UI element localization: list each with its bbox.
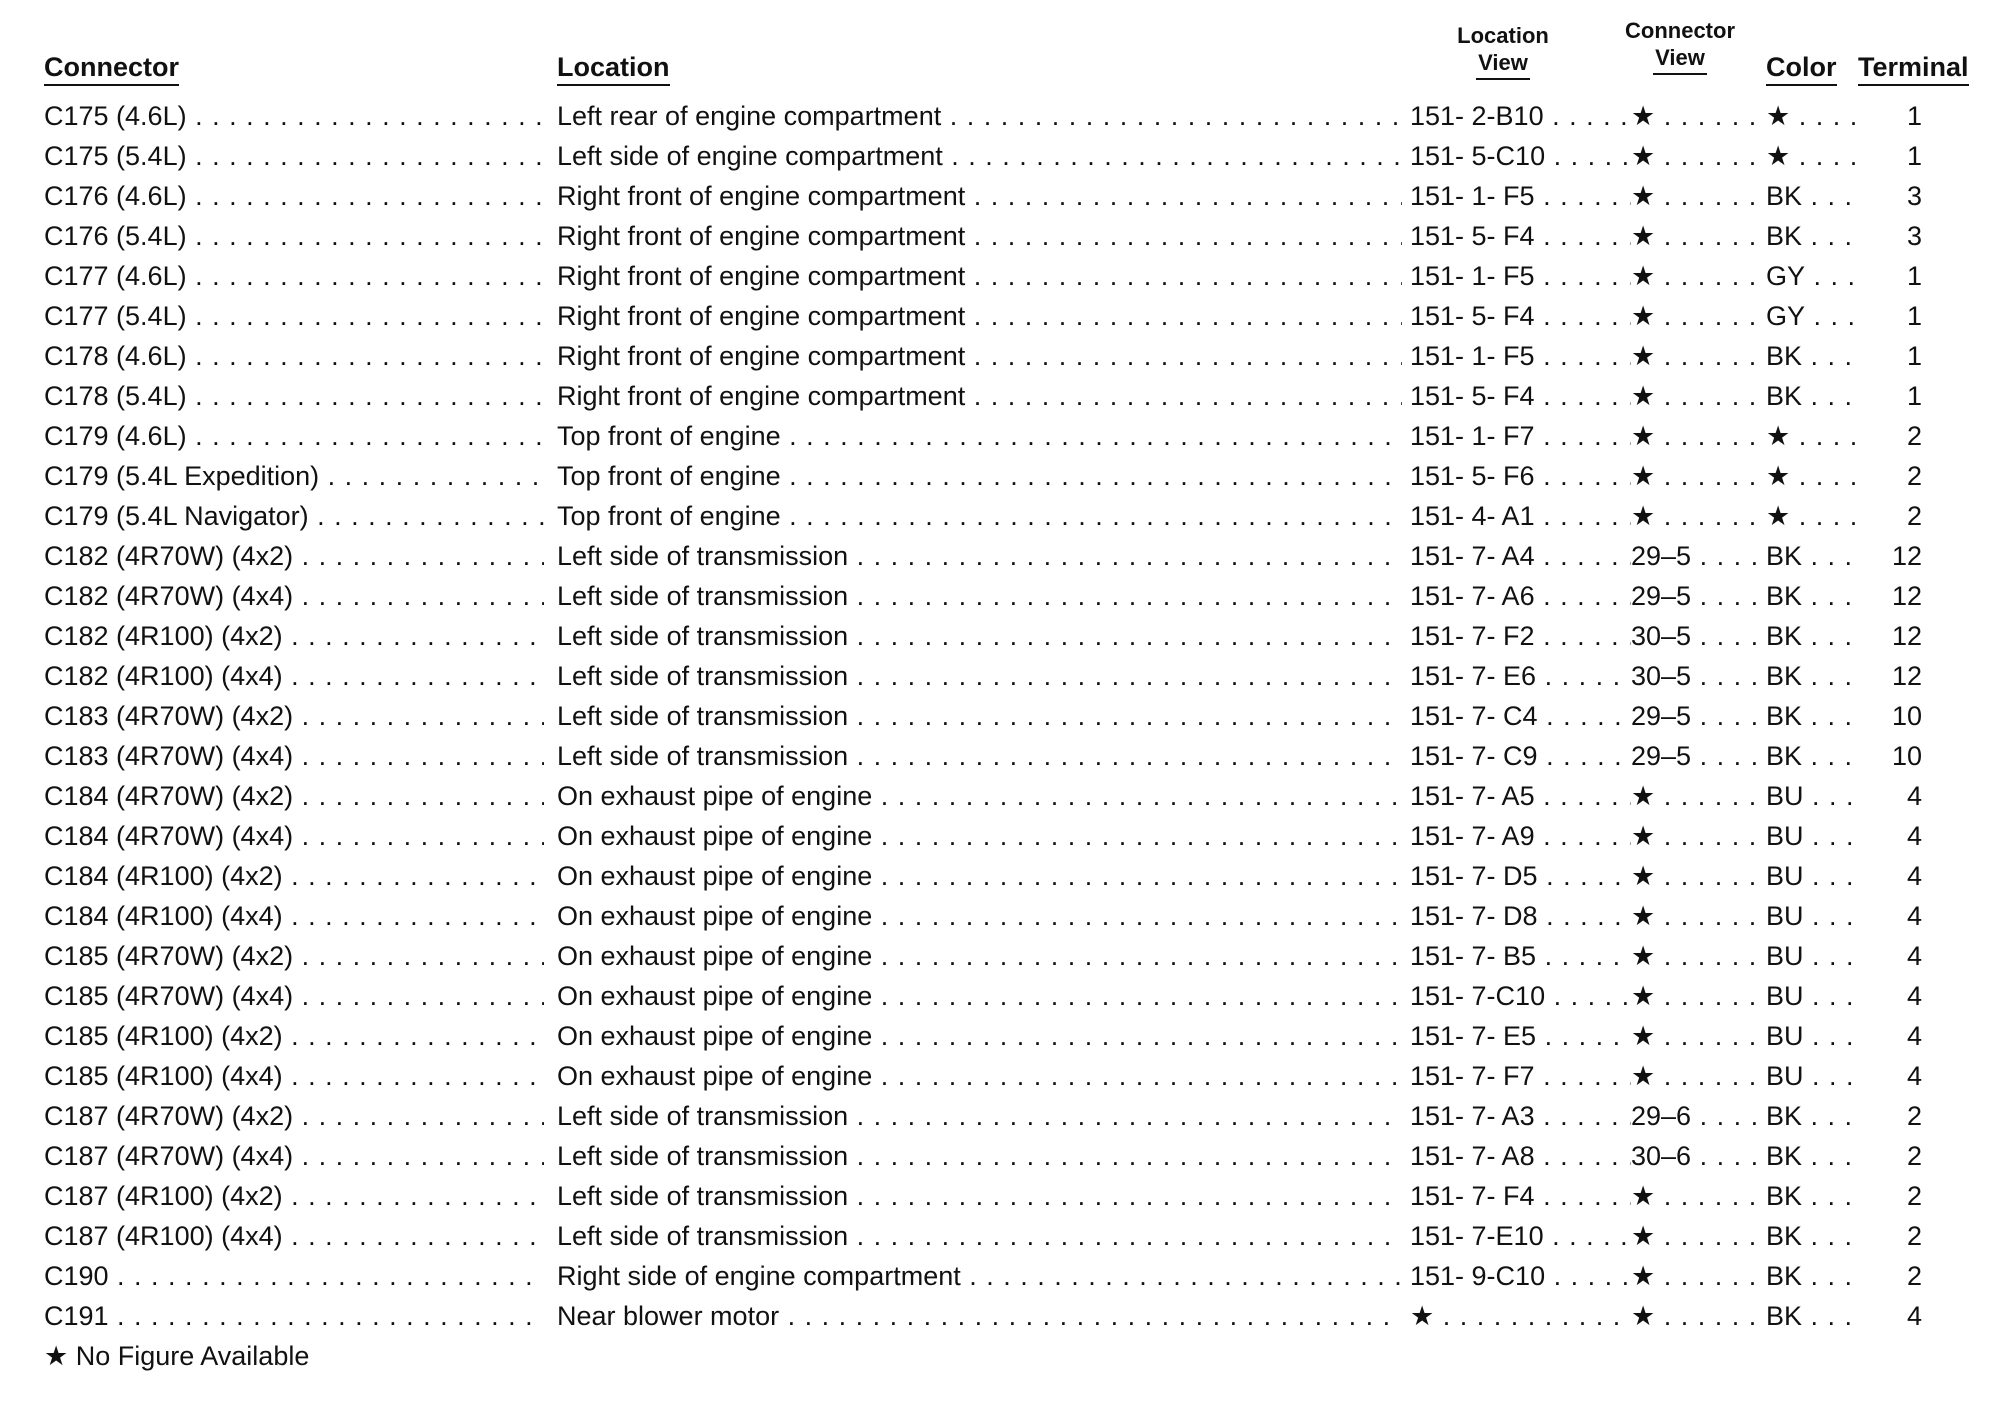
- row-location-view: 151- 1- F5 . . .: [1410, 336, 1631, 376]
- row-terminal: 4: [1906, 981, 1922, 1011]
- row-location-view: 151- 7- D5 . . .: [1410, 856, 1631, 896]
- row-location-view: 151- 7- A8 . . .: [1410, 1136, 1631, 1176]
- row-location: Right front of engine compartment . . .: [557, 336, 1402, 376]
- table-row: [0, 896, 2004, 936]
- header-location-view-line2: View: [1476, 49, 1530, 80]
- row-location: Top front of engine . . .: [557, 456, 1402, 496]
- row-location-view: 151- 7- A9 . . .: [1410, 816, 1631, 856]
- header-connector-view-line2: View: [1653, 44, 1707, 75]
- row-terminal: 1: [1906, 261, 1922, 291]
- row-terminal: 10: [1891, 741, 1922, 771]
- row-location-view: 151- 5- F6 . . .: [1410, 456, 1631, 496]
- row-color: ★ . . .: [1766, 136, 1858, 176]
- row-color: GY . . .: [1766, 256, 1858, 296]
- row-connector: C178 (5.4L) . . .: [44, 376, 544, 416]
- row-terminal: 2: [1906, 501, 1922, 531]
- header-connector-label: Connector: [44, 52, 179, 86]
- row-color: BK . . .: [1766, 216, 1858, 256]
- row-color: BK . . .: [1766, 176, 1858, 216]
- row-connector: C177 (5.4L) . . .: [44, 296, 544, 336]
- row-color: BU . . .: [1766, 816, 1858, 856]
- row-connector-view: ★ . . .: [1631, 336, 1766, 376]
- row-connector: C183 (4R70W) (4x4) . . .: [44, 736, 544, 776]
- row-connector-view: 29–5 . . .: [1631, 696, 1766, 736]
- header-color-label: Color: [1766, 52, 1837, 86]
- table-row: [0, 776, 2004, 816]
- row-connector: C184 (4R100) (4x4) . . .: [44, 896, 544, 936]
- row-location: On exhaust pipe of engine . . .: [557, 1016, 1402, 1056]
- row-location-view: 151- 1- F7 . . .: [1410, 416, 1631, 456]
- row-connector-view: ★ . . .: [1631, 856, 1766, 896]
- row-color: BK . . .: [1766, 616, 1858, 656]
- row-terminal: 1: [1906, 381, 1922, 411]
- table-row: [0, 1296, 2004, 1336]
- row-connector-view: 29–5 . . .: [1631, 736, 1766, 776]
- header-color: [1766, 52, 1837, 82]
- row-connector-view: 29–5 . . .: [1631, 536, 1766, 576]
- header-connector: [44, 52, 179, 82]
- row-connector-view: 29–5 . . .: [1631, 576, 1766, 616]
- row-terminal: 2: [1906, 421, 1922, 451]
- row-color: BK . . .: [1766, 696, 1858, 736]
- row-location: Right front of engine compartment . . .: [557, 376, 1402, 416]
- row-location: Left side of transmission . . .: [557, 1136, 1402, 1176]
- row-terminal: 12: [1891, 661, 1922, 691]
- table-row: [0, 1096, 2004, 1136]
- header-connector-view: [1605, 17, 1755, 75]
- row-color: BU . . .: [1766, 976, 1858, 1016]
- row-terminal: 4: [1906, 901, 1922, 931]
- row-location-view: 151- 7- F4 . . .: [1410, 1176, 1631, 1216]
- row-location-view: 151- 7- E6 . . .: [1410, 656, 1631, 696]
- row-color: BK . . .: [1766, 1216, 1858, 1256]
- row-connector: C187 (4R100) (4x2) . . .: [44, 1176, 544, 1216]
- row-terminal: 2: [1906, 1141, 1922, 1171]
- row-connector-view: ★ . . .: [1631, 176, 1766, 216]
- row-location: Left side of transmission . . .: [557, 1096, 1402, 1136]
- row-location-view: 151- 7- F7 . . .: [1410, 1056, 1631, 1096]
- table-row: [0, 1056, 2004, 1096]
- row-connector: C187 (4R100) (4x4) . . .: [44, 1216, 544, 1256]
- row-terminal: 1: [1906, 341, 1922, 371]
- row-connector-view: ★ . . .: [1631, 256, 1766, 296]
- row-connector: C185 (4R70W) (4x2) . . .: [44, 936, 544, 976]
- row-connector: C179 (5.4L Expedition) . . .: [44, 456, 544, 496]
- row-location: Left side of transmission . . .: [557, 1216, 1402, 1256]
- row-location-view: 151- 7- A4 . . .: [1410, 536, 1631, 576]
- table-row: [0, 1256, 2004, 1296]
- row-connector-view: 29–6 . . .: [1631, 1096, 1766, 1136]
- table-row: [0, 96, 2004, 136]
- row-connector: C190 . . .: [44, 1256, 544, 1296]
- table-row: [0, 416, 2004, 456]
- row-connector: C184 (4R70W) (4x2) . . .: [44, 776, 544, 816]
- table-row: [0, 616, 2004, 656]
- table-row: [0, 376, 2004, 416]
- row-location: On exhaust pipe of engine . . .: [557, 776, 1402, 816]
- row-connector-view: 30–5 . . .: [1631, 616, 1766, 656]
- row-location-view: 151- 1- F5 . . .: [1410, 256, 1631, 296]
- row-connector-view: ★ . . .: [1631, 1256, 1766, 1296]
- row-color: BK . . .: [1766, 1176, 1858, 1216]
- row-terminal: 4: [1906, 821, 1922, 851]
- row-terminal: 1: [1906, 141, 1922, 171]
- header-location-label: Location: [557, 52, 670, 86]
- row-connector-view: ★ . . .: [1631, 1016, 1766, 1056]
- table-row: [0, 496, 2004, 536]
- table-row: [0, 1176, 2004, 1216]
- row-location: Left side of transmission . . .: [557, 576, 1402, 616]
- row-location-view: 151- 5- F4 . . .: [1410, 296, 1631, 336]
- row-location-view: 151- 7-C10 . . .: [1410, 976, 1631, 1016]
- row-terminal: 12: [1891, 581, 1922, 611]
- table-row: [0, 576, 2004, 616]
- header-location-view: [1428, 22, 1578, 80]
- row-connector: C185 (4R100) (4x2) . . .: [44, 1016, 544, 1056]
- connector-rows: [0, 96, 2004, 1336]
- row-connector-view: ★ . . .: [1631, 216, 1766, 256]
- row-location-view: 151- 7- A3 . . .: [1410, 1096, 1631, 1136]
- row-connector: C182 (4R70W) (4x4) . . .: [44, 576, 544, 616]
- row-color: BU . . .: [1766, 856, 1858, 896]
- row-location-view: 151- 5- F4 . . .: [1410, 216, 1631, 256]
- table-row: [0, 696, 2004, 736]
- row-terminal: 12: [1891, 621, 1922, 651]
- row-location-view: 151- 7- A5 . . .: [1410, 776, 1631, 816]
- row-connector: C177 (4.6L) . . .: [44, 256, 544, 296]
- row-connector-view: ★ . . .: [1631, 976, 1766, 1016]
- header-location: [557, 52, 670, 82]
- row-connector-view: ★ . . .: [1631, 1056, 1766, 1096]
- row-terminal: 3: [1906, 181, 1922, 211]
- row-terminal: 4: [1906, 1061, 1922, 1091]
- table-row: [0, 976, 2004, 1016]
- row-location: Right front of engine compartment . . .: [557, 216, 1402, 256]
- table-row: [0, 456, 2004, 496]
- row-location: On exhaust pipe of engine . . .: [557, 1056, 1402, 1096]
- row-connector-view: ★ . . .: [1631, 456, 1766, 496]
- row-color: GY . . .: [1766, 296, 1858, 336]
- row-connector: C184 (4R70W) (4x4) . . .: [44, 816, 544, 856]
- row-connector: C175 (4.6L) . . .: [44, 96, 544, 136]
- row-connector: C187 (4R70W) (4x4) . . .: [44, 1136, 544, 1176]
- table-row: [0, 936, 2004, 976]
- row-connector-view: ★ . . .: [1631, 1216, 1766, 1256]
- row-connector: C179 (5.4L Navigator) . . .: [44, 496, 544, 536]
- footnote: ★ No Figure Available: [44, 1341, 310, 1371]
- row-color: BU . . .: [1766, 896, 1858, 936]
- row-color: BU . . .: [1766, 1056, 1858, 1096]
- table-row: [0, 816, 2004, 856]
- row-color: ★ . . .: [1766, 416, 1858, 456]
- row-terminal: 4: [1906, 1021, 1922, 1051]
- row-connector-view: ★ . . .: [1631, 496, 1766, 536]
- row-location-view: 151- 7-E10 . . .: [1410, 1216, 1631, 1256]
- row-location-view: 151- 7- B5 . . .: [1410, 936, 1631, 976]
- row-location-view: 151- 5-C10 . . .: [1410, 136, 1631, 176]
- row-connector-view: ★ . . .: [1631, 96, 1766, 136]
- header-terminal-label: Terminal: [1858, 52, 1969, 86]
- row-location-view: 151- 9-C10 . . .: [1410, 1256, 1631, 1296]
- header-location-view-line1: Location: [1457, 23, 1549, 48]
- row-terminal: 12: [1891, 541, 1922, 571]
- row-location-view: 151- 7- D8 . . .: [1410, 896, 1631, 936]
- row-terminal: 4: [1906, 861, 1922, 891]
- row-color: BK . . .: [1766, 1296, 1858, 1336]
- row-connector-view: ★ . . .: [1631, 896, 1766, 936]
- table-row: [0, 336, 2004, 376]
- row-location-view: 151- 7- C9 . . .: [1410, 736, 1631, 776]
- row-color: BK . . .: [1766, 736, 1858, 776]
- table-row: [0, 736, 2004, 776]
- row-connector-view: ★ . . .: [1631, 816, 1766, 856]
- row-location: Left side of engine compartment . . .: [557, 136, 1402, 176]
- row-connector-view: ★ . . .: [1631, 1296, 1766, 1336]
- row-color: BK . . .: [1766, 536, 1858, 576]
- row-terminal: 2: [1906, 461, 1922, 491]
- table-row: [0, 136, 2004, 176]
- header-connector-view-line1: Connector: [1625, 18, 1735, 43]
- row-location-view: 151- 7- F2 . . .: [1410, 616, 1631, 656]
- table-row: [0, 536, 2004, 576]
- row-location: Left side of transmission . . .: [557, 656, 1402, 696]
- row-location-view: ★ . . .: [1410, 1296, 1631, 1336]
- row-connector-view: ★ . . .: [1631, 296, 1766, 336]
- row-color: BK . . .: [1766, 1136, 1858, 1176]
- row-location-view: 151- 5- F4 . . .: [1410, 376, 1631, 416]
- row-terminal: 1: [1906, 101, 1922, 131]
- row-connector-view: ★ . . .: [1631, 776, 1766, 816]
- row-color: BK . . .: [1766, 336, 1858, 376]
- row-connector: C184 (4R100) (4x2) . . .: [44, 856, 544, 896]
- table-row: [0, 1136, 2004, 1176]
- table-row: [0, 1016, 2004, 1056]
- row-location-view: 151- 7- A6 . . .: [1410, 576, 1631, 616]
- row-color: BK . . .: [1766, 576, 1858, 616]
- row-connector-view: ★ . . .: [1631, 936, 1766, 976]
- row-location-view: 151- 4- A1 . . .: [1410, 496, 1631, 536]
- row-terminal: 4: [1906, 781, 1922, 811]
- row-color: BU . . .: [1766, 936, 1858, 976]
- row-terminal: 10: [1891, 701, 1922, 731]
- row-connector: C185 (4R100) (4x4) . . .: [44, 1056, 544, 1096]
- row-color: BU . . .: [1766, 776, 1858, 816]
- row-location: Left side of transmission . . .: [557, 616, 1402, 656]
- row-connector: C179 (4.6L) . . .: [44, 416, 544, 456]
- row-color: ★ . . .: [1766, 456, 1858, 496]
- row-location: On exhaust pipe of engine . . .: [557, 936, 1402, 976]
- table-row: [0, 296, 2004, 336]
- row-color: ★ . . .: [1766, 496, 1858, 536]
- row-color: BK . . .: [1766, 1096, 1858, 1136]
- row-location: On exhaust pipe of engine . . .: [557, 976, 1402, 1016]
- row-color: BK . . .: [1766, 376, 1858, 416]
- row-color: BK . . .: [1766, 1256, 1858, 1296]
- row-location: On exhaust pipe of engine . . .: [557, 896, 1402, 936]
- row-connector-view: ★ . . .: [1631, 136, 1766, 176]
- row-connector-view: 30–5 . . .: [1631, 656, 1766, 696]
- row-connector-view: ★ . . .: [1631, 416, 1766, 456]
- row-color: BK . . .: [1766, 656, 1858, 696]
- row-location-view: 151- 2-B10 . . .: [1410, 96, 1631, 136]
- row-location: Right front of engine compartment . . .: [557, 176, 1402, 216]
- row-location: Near blower motor . . .: [557, 1296, 1402, 1336]
- row-connector: C175 (5.4L) . . .: [44, 136, 544, 176]
- row-color: BU . . .: [1766, 1016, 1858, 1056]
- row-connector: C178 (4.6L) . . .: [44, 336, 544, 376]
- row-location: Top front of engine . . .: [557, 416, 1402, 456]
- header-terminal: [1858, 52, 1969, 82]
- row-connector: C182 (4R70W) (4x2) . . .: [44, 536, 544, 576]
- row-connector: C191 . . .: [44, 1296, 544, 1336]
- row-connector-view: 30–6 . . .: [1631, 1136, 1766, 1176]
- row-location: Left side of transmission . . .: [557, 736, 1402, 776]
- row-location: Left rear of engine compartment . . .: [557, 96, 1402, 136]
- row-location: Right side of engine compartment . . .: [557, 1256, 1402, 1296]
- row-terminal: 3: [1906, 221, 1922, 251]
- row-connector: C185 (4R70W) (4x4) . . .: [44, 976, 544, 1016]
- row-location: Top front of engine . . .: [557, 496, 1402, 536]
- row-location: Right front of engine compartment . . .: [557, 296, 1402, 336]
- row-terminal: 2: [1906, 1101, 1922, 1131]
- table-row: [0, 216, 2004, 256]
- row-location: Right front of engine compartment . . .: [557, 256, 1402, 296]
- row-color: ★ . . .: [1766, 96, 1858, 136]
- row-connector-view: ★ . . .: [1631, 1176, 1766, 1216]
- table-row: [0, 176, 2004, 216]
- row-location: Left side of transmission . . .: [557, 1176, 1402, 1216]
- table-row: [0, 856, 2004, 896]
- row-location: On exhaust pipe of engine . . .: [557, 816, 1402, 856]
- row-terminal: 2: [1906, 1261, 1922, 1291]
- row-terminal: 4: [1906, 1301, 1922, 1331]
- row-connector: C182 (4R100) (4x4) . . .: [44, 656, 544, 696]
- row-terminal: 2: [1906, 1221, 1922, 1251]
- row-connector-view: ★ . . .: [1631, 376, 1766, 416]
- row-terminal: 2: [1906, 1181, 1922, 1211]
- table-row: [0, 656, 2004, 696]
- row-location-view: 151- 7- E5 . . .: [1410, 1016, 1631, 1056]
- row-connector: C176 (5.4L) . . .: [44, 216, 544, 256]
- row-location: Left side of transmission . . .: [557, 536, 1402, 576]
- table-row: [0, 256, 2004, 296]
- table-row: [0, 1216, 2004, 1256]
- row-terminal: 4: [1906, 941, 1922, 971]
- row-location: Left side of transmission . . .: [557, 696, 1402, 736]
- row-connector: C183 (4R70W) (4x2) . . .: [44, 696, 544, 736]
- row-connector: C182 (4R100) (4x2) . . .: [44, 616, 544, 656]
- row-terminal: 1: [1906, 301, 1922, 331]
- row-connector: C176 (4.6L) . . .: [44, 176, 544, 216]
- row-location: On exhaust pipe of engine . . .: [557, 856, 1402, 896]
- row-location-view: 151- 7- C4 . . .: [1410, 696, 1631, 736]
- row-connector: C187 (4R70W) (4x2) . . .: [44, 1096, 544, 1136]
- row-location-view: 151- 1- F5 . . .: [1410, 176, 1631, 216]
